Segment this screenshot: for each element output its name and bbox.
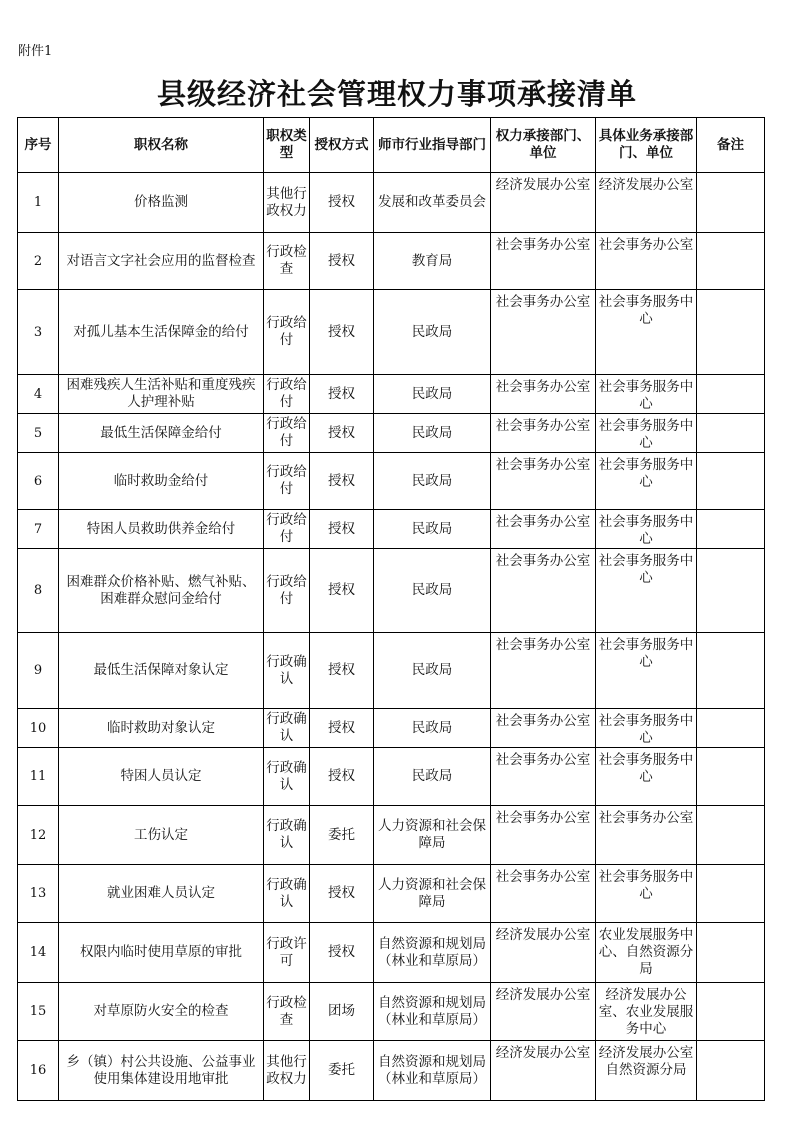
cell-recv: 社会事务办公室 xyxy=(491,633,596,709)
cell-biz: 社会事务服务中心 xyxy=(596,510,697,549)
cell-no: 4 xyxy=(18,375,59,414)
cell-note xyxy=(697,983,765,1041)
cell-name: 特困人员认定 xyxy=(59,748,264,806)
cell-name: 对孤儿基本生活保障金的给付 xyxy=(59,290,264,375)
cell-mode: 授权 xyxy=(310,549,374,633)
cell-type: 行政给付 xyxy=(264,290,310,375)
header-note: 备注 xyxy=(697,118,765,173)
cell-no: 10 xyxy=(18,709,59,748)
table-row xyxy=(18,414,765,453)
cell-type: 其他行政权力 xyxy=(264,173,310,233)
cell-dept: 民政局 xyxy=(374,414,491,453)
table-row xyxy=(18,549,765,633)
header-type: 职权类型 xyxy=(264,118,310,173)
cell-biz: 社会事务服务中心 xyxy=(596,709,697,748)
cell-mode: 授权 xyxy=(310,633,374,709)
cell-mode: 授权 xyxy=(310,923,374,983)
cell-name: 最低生活保障对象认定 xyxy=(59,633,264,709)
table-row xyxy=(18,510,765,549)
cell-mode: 委托 xyxy=(310,1041,374,1101)
cell-no: 1 xyxy=(18,173,59,233)
cell-mode: 授权 xyxy=(310,233,374,290)
cell-dept: 人力资源和社会保障局 xyxy=(374,806,491,865)
header-name: 职权名称 xyxy=(59,118,264,173)
cell-recv: 社会事务办公室 xyxy=(491,806,596,865)
cell-dept: 民政局 xyxy=(374,633,491,709)
cell-name: 工伤认定 xyxy=(59,806,264,865)
cell-mode: 授权 xyxy=(310,375,374,414)
cell-no: 2 xyxy=(18,233,59,290)
cell-recv: 社会事务办公室 xyxy=(491,375,596,414)
cell-no: 6 xyxy=(18,453,59,510)
cell-recv: 社会事务办公室 xyxy=(491,510,596,549)
cell-dept: 教育局 xyxy=(374,233,491,290)
cell-dept: 民政局 xyxy=(374,748,491,806)
cell-name: 价格监测 xyxy=(59,173,264,233)
header-dept: 师市行业指导部门 xyxy=(374,118,491,173)
cell-recv: 社会事务办公室 xyxy=(491,748,596,806)
cell-type: 行政给付 xyxy=(264,453,310,510)
cell-no: 7 xyxy=(18,510,59,549)
cell-note xyxy=(697,375,765,414)
cell-recv: 社会事务办公室 xyxy=(491,290,596,375)
cell-type: 行政给付 xyxy=(264,510,310,549)
cell-mode: 团场 xyxy=(310,983,374,1041)
table-row xyxy=(18,709,765,748)
cell-note xyxy=(697,1041,765,1101)
cell-biz: 社会事务服务中心 xyxy=(596,375,697,414)
cell-recv: 社会事务办公室 xyxy=(491,865,596,923)
cell-dept: 民政局 xyxy=(374,290,491,375)
cell-recv: 社会事务办公室 xyxy=(491,709,596,748)
cell-biz: 社会事务服务中心 xyxy=(596,549,697,633)
cell-mode: 授权 xyxy=(310,510,374,549)
cell-biz: 经济发展办公室自然资源分局 xyxy=(596,1041,697,1101)
cell-no: 8 xyxy=(18,549,59,633)
cell-dept: 发展和改革委员会 xyxy=(374,173,491,233)
table-row xyxy=(18,633,765,709)
cell-biz: 社会事务服务中心 xyxy=(596,453,697,510)
cell-note xyxy=(697,923,765,983)
cell-biz: 社会事务服务中心 xyxy=(596,633,697,709)
table-row xyxy=(18,453,765,510)
cell-dept: 民政局 xyxy=(374,453,491,510)
cell-name: 困难残疾人生活补贴和重度残疾人护理补贴 xyxy=(59,375,264,414)
cell-type: 行政给付 xyxy=(264,375,310,414)
cell-note xyxy=(697,173,765,233)
cell-type: 行政给付 xyxy=(264,549,310,633)
cell-note xyxy=(697,414,765,453)
cell-name: 对语言文字社会应用的监督检查 xyxy=(59,233,264,290)
power-items-table xyxy=(17,117,765,1101)
cell-dept: 民政局 xyxy=(374,510,491,549)
cell-no: 3 xyxy=(18,290,59,375)
cell-note xyxy=(697,510,765,549)
table-row xyxy=(18,1041,765,1101)
table-body xyxy=(18,173,765,1101)
cell-no: 16 xyxy=(18,1041,59,1101)
cell-biz: 社会事务办公室 xyxy=(596,806,697,865)
cell-no: 12 xyxy=(18,806,59,865)
attachment-label: 附件1 xyxy=(18,44,53,59)
table-row xyxy=(18,375,765,414)
table-row xyxy=(18,290,765,375)
cell-recv: 经济发展办公室 xyxy=(491,1041,596,1101)
cell-mode: 授权 xyxy=(310,865,374,923)
cell-name: 对草原防火安全的检查 xyxy=(59,983,264,1041)
cell-name: 临时救助金给付 xyxy=(59,453,264,510)
cell-note xyxy=(697,549,765,633)
page-title: 县级经济社会管理权力事项承接清单 xyxy=(156,77,637,111)
cell-biz: 社会事务服务中心 xyxy=(596,865,697,923)
cell-name: 就业困难人员认定 xyxy=(59,865,264,923)
cell-type: 行政确认 xyxy=(264,633,310,709)
cell-mode: 授权 xyxy=(310,748,374,806)
table-row xyxy=(18,923,765,983)
cell-type: 行政确认 xyxy=(264,748,310,806)
cell-note xyxy=(697,709,765,748)
header-mode: 授权方式 xyxy=(310,118,374,173)
cell-recv: 社会事务办公室 xyxy=(491,414,596,453)
table-row xyxy=(18,173,765,233)
cell-mode: 授权 xyxy=(310,173,374,233)
cell-note xyxy=(697,748,765,806)
cell-recv: 社会事务办公室 xyxy=(491,453,596,510)
cell-no: 9 xyxy=(18,633,59,709)
table-row xyxy=(18,865,765,923)
cell-type: 行政给付 xyxy=(264,414,310,453)
cell-type: 行政确认 xyxy=(264,709,310,748)
cell-name: 最低生活保障金给付 xyxy=(59,414,264,453)
cell-dept: 自然资源和规划局 （林业和草原局） xyxy=(374,983,491,1041)
cell-name: 困难群众价格补贴、燃气补贴、困难群众慰问金给付 xyxy=(59,549,264,633)
cell-biz: 社会事务办公室 xyxy=(596,233,697,290)
cell-mode: 授权 xyxy=(310,453,374,510)
cell-type: 行政许可 xyxy=(264,923,310,983)
cell-type: 行政确认 xyxy=(264,806,310,865)
cell-mode: 授权 xyxy=(310,709,374,748)
cell-biz: 农业发展服务中心、自然资源分局 xyxy=(596,923,697,983)
header-biz: 具体业务承接部门、单位 xyxy=(596,118,697,173)
cell-dept: 人力资源和社会保障局 xyxy=(374,865,491,923)
cell-biz: 经济发展办公室、农业发展服务中心 xyxy=(596,983,697,1041)
cell-name: 权限内临时使用草原的审批 xyxy=(59,923,264,983)
cell-name: 临时救助对象认定 xyxy=(59,709,264,748)
cell-no: 11 xyxy=(18,748,59,806)
cell-no: 14 xyxy=(18,923,59,983)
header-recv: 权力承接部门、单位 xyxy=(491,118,596,173)
cell-recv: 经济发展办公室 xyxy=(491,173,596,233)
cell-note xyxy=(697,806,765,865)
cell-note xyxy=(697,865,765,923)
cell-note xyxy=(697,290,765,375)
cell-dept: 民政局 xyxy=(374,375,491,414)
cell-name: 乡（镇）村公共设施、公益事业使用集体建设用地审批 xyxy=(59,1041,264,1101)
cell-note xyxy=(697,633,765,709)
cell-dept: 自然资源和规划局 （林业和草原局） xyxy=(374,1041,491,1101)
cell-type: 行政检查 xyxy=(264,233,310,290)
table-row xyxy=(18,806,765,865)
cell-biz: 社会事务服务中心 xyxy=(596,290,697,375)
table-header-row xyxy=(18,118,765,173)
cell-mode: 委托 xyxy=(310,806,374,865)
cell-no: 5 xyxy=(18,414,59,453)
cell-type: 行政确认 xyxy=(264,865,310,923)
cell-mode: 授权 xyxy=(310,290,374,375)
table-row xyxy=(18,748,765,806)
table-row xyxy=(18,233,765,290)
cell-biz: 社会事务服务中心 xyxy=(596,748,697,806)
cell-dept: 民政局 xyxy=(374,709,491,748)
cell-recv: 经济发展办公室 xyxy=(491,923,596,983)
cell-biz: 社会事务服务中心 xyxy=(596,414,697,453)
cell-recv: 社会事务办公室 xyxy=(491,233,596,290)
cell-no: 13 xyxy=(18,865,59,923)
cell-note xyxy=(697,233,765,290)
cell-type: 其他行政权力 xyxy=(264,1041,310,1101)
cell-type: 行政检查 xyxy=(264,983,310,1041)
cell-note xyxy=(697,453,765,510)
cell-mode: 授权 xyxy=(310,414,374,453)
cell-no: 15 xyxy=(18,983,59,1041)
cell-biz: 经济发展办公室 xyxy=(596,173,697,233)
cell-recv: 经济发展办公室 xyxy=(491,983,596,1041)
cell-name: 特困人员救助供养金给付 xyxy=(59,510,264,549)
cell-recv: 社会事务办公室 xyxy=(491,549,596,633)
cell-dept: 民政局 xyxy=(374,549,491,633)
cell-dept: 自然资源和规划局 （林业和草原局） xyxy=(374,923,491,983)
table-row xyxy=(18,983,765,1041)
header-no: 序号 xyxy=(18,118,59,173)
